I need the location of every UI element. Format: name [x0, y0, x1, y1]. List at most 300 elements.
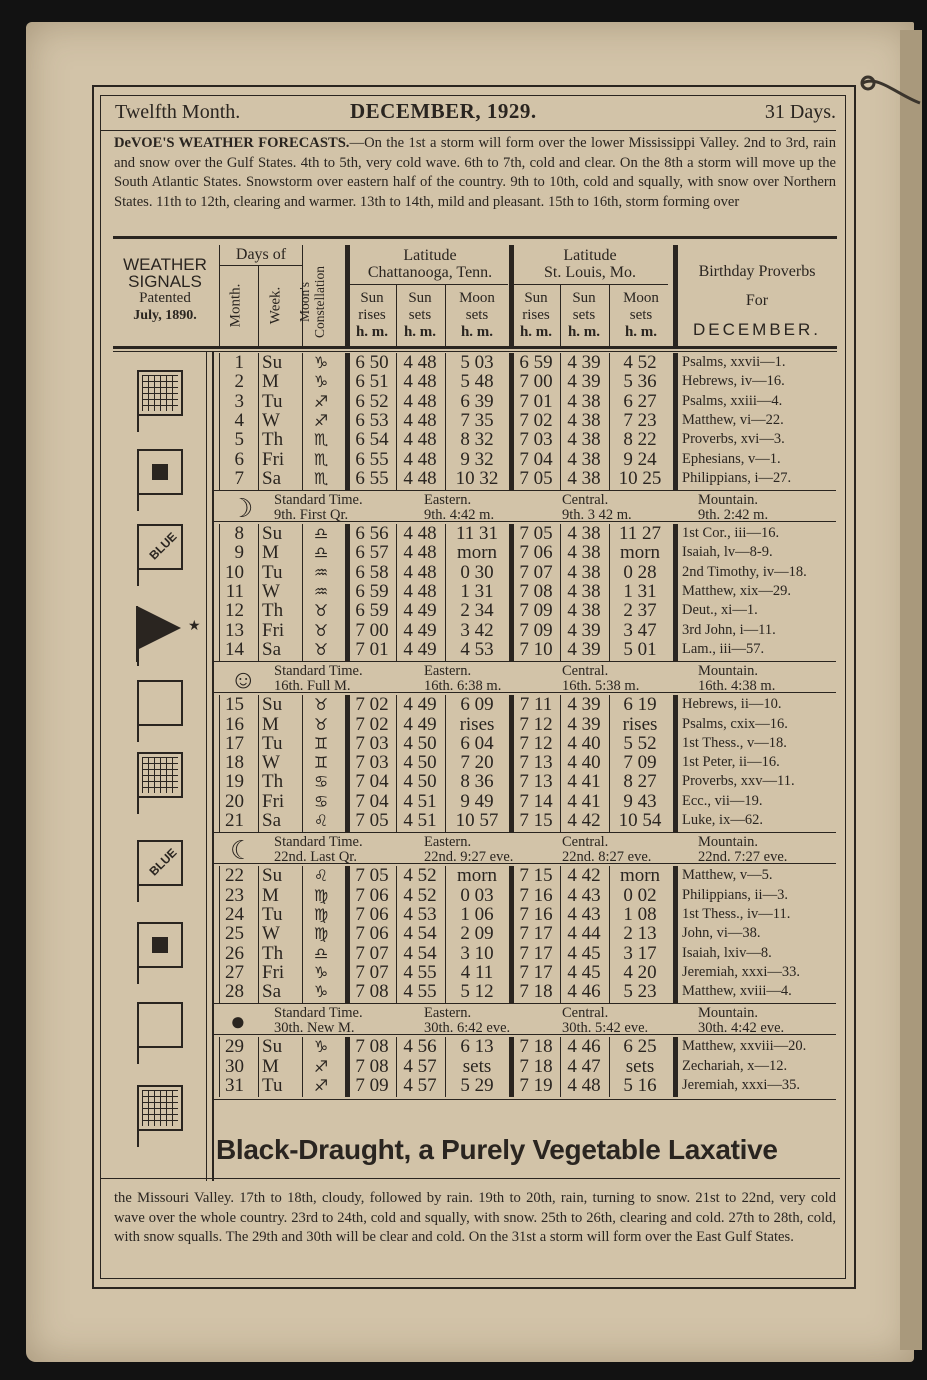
moon-sets-st-louis: 5 23: [623, 981, 657, 1003]
birthday-proverb: Lam., iii—57.: [682, 640, 765, 657]
birthday-proverb: Proverbs, xvi—3.: [682, 431, 785, 448]
day-of-week: Tu: [262, 390, 283, 412]
month-col-heading: Month.: [227, 283, 244, 328]
sun-rises-chattanooga: 6 54: [355, 429, 389, 451]
sun-sets-chattanooga: 4 53: [403, 903, 437, 925]
moon-phase-text: 16th. Full M.: [274, 678, 351, 695]
table-top-rule: [113, 236, 837, 239]
birthday-proverb: John, vi—38.: [682, 925, 761, 942]
day-of-week: Su: [262, 694, 283, 716]
sun-sets-chattanooga: 4 52: [403, 865, 437, 887]
moon-phase-text: Eastern.: [424, 834, 472, 851]
day-of-week: Th: [262, 429, 284, 451]
sun-sets-chattanooga: 4 50: [403, 732, 437, 754]
sun-sets-chattanooga: 4 49: [403, 713, 437, 735]
sun-sets-chattanooga: 4 48: [403, 352, 437, 373]
day-of-week: M: [262, 371, 279, 393]
sun-rises-st-louis: 7 09: [519, 600, 553, 622]
sun-sets-chattanooga: 4 48: [403, 523, 437, 545]
moon-phase-text: 16th. 6:38 m.: [424, 678, 502, 695]
moon-phase-text: Central.: [562, 1005, 609, 1022]
moon-phase-text: 30th. 4:42 eve.: [698, 1020, 785, 1037]
moon-sets-st-louis: 8 27: [623, 771, 657, 793]
day-of-week: Fri: [262, 619, 285, 641]
day-of-month: 1: [234, 352, 244, 373]
sun-sets-chattanooga: 4 48: [403, 561, 437, 583]
sun-rises-st-louis: 7 19: [519, 1075, 553, 1096]
moon-constellation-icon: ♍: [313, 904, 329, 924]
sun-rises-st-louis: 7 14: [519, 790, 553, 812]
day-of-week: M: [262, 542, 279, 564]
sun-rises-chattanooga: 7 05: [355, 865, 389, 887]
sun-sets-st-louis: 4 44: [567, 923, 601, 945]
moon-sets-st-louis: 7 09: [623, 752, 657, 774]
day-of-month: 20: [225, 790, 244, 812]
moon-sets-chattanooga: 4 53: [460, 638, 494, 660]
birthday-proverb: Luke, ix—62.: [682, 812, 763, 828]
day-of-month: 5: [234, 429, 244, 451]
moon-constellation-icon: ♉: [313, 714, 329, 734]
forecast-text: —On the 1st a storm will form over the lower Mississippi Valley. 2nd to 3rd, rain and snow over the Gulf States. 4th to 5th, very cold wave. 6th to 7th, cold and clear. On the 8th a storm will move up the South Atlantic States. Snowstorm over eastern half of the country. 9th to 10th, cold and squally, with snow over Northern States. 11th to 12th, clearing and warmer. 13th to 14th, mild and pleasant. 15th to 16th, storm forming over: [114, 135, 836, 210]
moon-sets-chattanooga: 5 29: [460, 1075, 494, 1096]
sun-rises-chattanooga: 7 02: [355, 713, 389, 735]
sun-rises-st-louis: 7 17: [519, 961, 553, 983]
sun-rises-st-louis: 7 06: [519, 542, 553, 564]
table-header-rule: [113, 346, 837, 349]
moon-sets-heading-2: Moon sets h. m.: [623, 290, 659, 340]
moon-sets-chattanooga: 8 32: [460, 429, 494, 451]
net-flag-icon: [137, 752, 183, 798]
sun-sets-st-louis: 4 45: [567, 942, 601, 964]
day-of-month: 26: [225, 942, 244, 964]
sun-rises-chattanooga: 6 59: [355, 600, 389, 622]
sun-rises-chattanooga: 7 06: [355, 903, 389, 925]
page-edge: [900, 30, 922, 1350]
moon-phase-text: Mountain.: [698, 1005, 759, 1022]
birthday-proverb: Deut., xi—1.: [682, 602, 758, 619]
net-flag-icon: [137, 1085, 183, 1131]
lat1-heading: Latitude Chattanooga, Tenn.: [367, 247, 493, 281]
sun-rises-chattanooga: 6 51: [355, 371, 389, 393]
moon-constellation-icon: ♌: [313, 866, 329, 886]
sun-sets-heading-2: Sun sets h. m.: [567, 290, 601, 340]
sun-sets-chattanooga: 4 49: [403, 694, 437, 716]
sun-rises-st-louis: 7 07: [519, 561, 553, 583]
sun-sets-st-louis: 4 43: [567, 884, 601, 906]
sun-rises-st-louis: 7 02: [519, 409, 553, 431]
sun-rises-chattanooga: 6 50: [355, 352, 389, 373]
moon-constellation-icon: ♉: [313, 601, 329, 621]
sun-rises-st-louis: 7 04: [519, 448, 553, 470]
sun-rises-chattanooga: 7 06: [355, 884, 389, 906]
moon-constellation-icon: ♏: [313, 430, 329, 450]
day-of-month: 14: [225, 638, 244, 660]
moon-sets-chattanooga: rises: [459, 713, 495, 735]
day-of-month: 25: [225, 923, 244, 945]
moon-sets-st-louis: 3 17: [623, 942, 657, 964]
sun-sets-st-louis: 4 45: [567, 961, 601, 983]
moon-sets-chattanooga: 1 06: [460, 903, 494, 925]
birthday-proverb: Psalms, xxiii—4.: [682, 392, 783, 409]
birthday-proverb: 3rd John, i—11.: [682, 621, 776, 638]
moon-phase-text: 30th. 6:42 eve.: [424, 1020, 511, 1037]
sun-sets-st-louis: 4 38: [567, 448, 601, 470]
moon-phase-text: 30th. 5:42 eve.: [562, 1020, 649, 1037]
star-icon: ★: [188, 619, 201, 634]
day-of-month: 10: [225, 561, 244, 583]
sun-sets-chattanooga: 4 48: [403, 542, 437, 564]
birthday-proverb: Jeremiah, xxxi—33.: [682, 963, 800, 980]
sun-rises-chattanooga: 7 08: [355, 1036, 389, 1058]
birthday-proverb: Psalms, xxvii—1.: [682, 354, 786, 370]
sun-sets-st-louis: 4 39: [567, 694, 601, 716]
birthday-proverb: Jeremiah, xxxi—35.: [682, 1077, 800, 1093]
header-rule: [100, 130, 836, 131]
moon-phase-text: 16th. 5:38 m.: [562, 678, 640, 695]
birthday-proverb: Philippians, i—27.: [682, 469, 792, 486]
sun-rises-st-louis: 7 05: [519, 523, 553, 545]
day-of-month: 8: [234, 523, 244, 545]
moon-sets-chattanooga: 7 20: [460, 752, 494, 774]
birthday-proverb: Proverbs, xxv—11.: [682, 773, 795, 790]
moon-sets-st-louis: 6 27: [623, 390, 657, 412]
sun-rises-chattanooga: 6 53: [355, 409, 389, 431]
sun-sets-st-louis: 4 43: [567, 903, 601, 925]
day-of-month: 16: [225, 713, 244, 735]
sun-rises-st-louis: 7 18: [519, 1055, 553, 1077]
sun-sets-chattanooga: 4 48: [403, 390, 437, 412]
moon-sets-st-louis: 1 31: [623, 581, 657, 602]
moon-sets-chattanooga: 10 57: [455, 810, 499, 831]
moon-sets-st-louis: 9 43: [623, 790, 657, 812]
sun-rises-st-louis: 7 09: [519, 619, 553, 641]
moon-sets-st-louis: 3 47: [623, 619, 657, 641]
moon-sets-chattanooga: 7 35: [460, 409, 494, 431]
moon-constellation-icon: ♋: [313, 791, 329, 811]
moon-sets-st-louis: 7 23: [623, 409, 657, 431]
moon-constellation-icon: ♍: [313, 885, 329, 905]
moon-phase-text: 22nd. Last Qr.: [274, 849, 357, 866]
birthday-proverb: 1st Cor., iii—16.: [682, 525, 780, 542]
day-of-month: 13: [225, 619, 244, 641]
sun-sets-chattanooga: 4 56: [403, 1036, 437, 1058]
sun-sets-st-louis: 4 38: [567, 429, 601, 451]
moon-sets-st-louis: 5 52: [623, 732, 657, 754]
moon-phase-text: Mountain.: [698, 834, 759, 851]
sun-sets-st-louis: 4 39: [567, 619, 601, 641]
sun-sets-heading-1: Sun sets h. m.: [403, 290, 437, 340]
sun-sets-st-louis: 4 46: [567, 1036, 601, 1058]
sun-rises-st-louis: 7 15: [519, 865, 553, 887]
moon-sets-chattanooga: 3 42: [460, 619, 494, 641]
moon-sets-st-louis: 11 27: [618, 523, 662, 545]
sun-rises-st-louis: 7 00: [519, 371, 553, 393]
sun-sets-chattanooga: 4 49: [403, 638, 437, 660]
advertisement: Black-Draught, a Purely Vegetable Laxative: [216, 1134, 778, 1165]
moon-sets-chattanooga: 3 10: [460, 942, 494, 964]
moon-phase-text: Standard Time.: [274, 834, 363, 851]
sun-rises-chattanooga: 7 03: [355, 752, 389, 774]
sun-sets-chattanooga: 4 49: [403, 619, 437, 641]
sun-sets-chattanooga: 4 52: [403, 884, 437, 906]
day-of-week: Tu: [262, 561, 283, 583]
moon-sets-chattanooga: morn: [456, 865, 498, 887]
moon-sets-chattanooga: 11 31: [455, 523, 499, 545]
days-of-heading: Days of: [235, 246, 287, 263]
sun-sets-chattanooga: 4 48: [403, 429, 437, 451]
sun-sets-st-louis: 4 42: [567, 810, 601, 831]
moon-sets-st-louis: 5 36: [623, 371, 657, 393]
day-of-month: 4: [234, 409, 244, 431]
moon-constellation-icon: ♒: [313, 562, 329, 582]
moon-phase-text: 30th. New M.: [274, 1020, 355, 1037]
forecast-lead: DeVOE'S WEATHER FORECASTS.: [114, 135, 350, 151]
moon-constellation-icon: ♎: [313, 524, 329, 544]
sun-rises-chattanooga: 6 57: [355, 542, 389, 564]
day-of-month: 9: [234, 542, 244, 564]
sun-sets-chattanooga: 4 57: [403, 1055, 437, 1077]
sun-sets-st-louis: 4 38: [567, 467, 601, 489]
day-of-week: Th: [262, 600, 284, 622]
moon-phase-text: Eastern.: [424, 492, 472, 509]
moon-sets-st-louis: 8 22: [623, 429, 657, 451]
sun-rises-chattanooga: 6 56: [355, 523, 389, 545]
sun-rises-st-louis: 7 13: [519, 752, 553, 774]
moon-sets-st-louis: 9 24: [623, 448, 657, 470]
sun-sets-chattanooga: 4 54: [403, 923, 437, 945]
birthday-proverb: Philippians, ii—3.: [682, 886, 788, 903]
moon-sets-chattanooga: 0 30: [460, 561, 494, 583]
moon-constellation-icon: ♐: [313, 1056, 329, 1076]
moon-sets-chattanooga: sets: [462, 1055, 492, 1077]
moon-sets-chattanooga: 9 49: [460, 790, 494, 812]
white-flag-icon: [137, 680, 183, 726]
sun-rises-chattanooga: 7 03: [355, 732, 389, 754]
sun-sets-st-louis: 4 39: [567, 352, 601, 373]
day-of-month: 3: [234, 390, 244, 412]
birthday-proverb: Matthew, xviii—4.: [682, 983, 792, 1000]
weather-signals-heading: WEATHER SIGNALS Patented July, 1890.: [123, 255, 207, 323]
lat2-heading: Latitude St. Louis, Mo.: [543, 247, 636, 281]
square-flag-icon: [137, 449, 183, 495]
moon-phase-text: Standard Time.: [274, 1005, 363, 1022]
sun-sets-st-louis: 4 38: [567, 600, 601, 622]
sun-rises-heading-1: Sun rises h. m.: [355, 290, 389, 340]
moon-phase-text: 16th. 4:38 m.: [698, 678, 776, 695]
moon-phase-icon: ☾: [230, 836, 254, 866]
moon-phase-icon: ●: [230, 1007, 246, 1037]
sun-sets-st-louis: 4 39: [567, 638, 601, 660]
day-of-month: 30: [225, 1055, 244, 1077]
sun-rises-chattanooga: 7 00: [355, 619, 389, 641]
day-of-week: Fri: [262, 961, 285, 983]
day-of-month: 7: [234, 467, 244, 489]
sun-rises-st-louis: 7 17: [519, 923, 553, 945]
sun-sets-chattanooga: 4 48: [403, 448, 437, 470]
moon-constellation-icon: ♑: [313, 1037, 329, 1057]
day-of-month: 23: [225, 884, 244, 906]
birthday-proverb: 2nd Timothy, iv—18.: [682, 563, 807, 580]
sun-rises-chattanooga: 7 07: [355, 961, 389, 983]
sun-sets-st-louis: 4 41: [567, 771, 601, 793]
sun-rises-chattanooga: 7 07: [355, 942, 389, 964]
moon-phase-text: Eastern.: [424, 1005, 472, 1022]
moon-phase-text: 9th. First Qr.: [274, 507, 349, 524]
binding-string: [858, 75, 923, 105]
birthday-proverb: Matthew, xxviii—20.: [682, 1038, 807, 1055]
birthday-proverb: 1st Thess., iv—11.: [682, 905, 791, 922]
day-of-week: Tu: [262, 1075, 283, 1096]
moon-sets-st-louis: 6 19: [623, 694, 657, 716]
day-of-week: Sa: [262, 981, 281, 1003]
moon-phase-text: Mountain.: [698, 663, 759, 680]
moon-constellation-icon: ♐: [313, 1076, 329, 1095]
birthday-proverb: Ecc., vii—19.: [682, 792, 763, 809]
day-of-month: 22: [225, 865, 244, 887]
moon-phase-text: Eastern.: [424, 663, 472, 680]
sun-rises-chattanooga: 7 04: [355, 771, 389, 793]
moon-constellation-icon: ♑: [313, 353, 329, 372]
birthday-proverb: Matthew, xix—29.: [682, 583, 792, 599]
day-of-month: 28: [225, 981, 244, 1003]
moon-constellation-icon: ♑: [313, 982, 329, 1002]
sun-sets-st-louis: 4 38: [567, 409, 601, 431]
sun-sets-st-louis: 4 40: [567, 732, 601, 754]
birthday-proverb: Matthew, v—5.: [682, 867, 773, 884]
day-of-month: 6: [234, 448, 244, 470]
day-of-week: Su: [262, 523, 283, 545]
moon-sets-st-louis: morn: [619, 865, 661, 887]
day-of-week: W: [262, 923, 280, 945]
day-of-week: W: [262, 752, 280, 774]
sun-rises-chattanooga: 7 04: [355, 790, 389, 812]
moon-phase-text: 22nd. 7:27 eve.: [698, 849, 788, 866]
moon-phase-text: 22nd. 9:27 eve.: [424, 849, 514, 866]
sun-sets-chattanooga: 4 48: [403, 467, 437, 489]
sun-sets-st-louis: 4 42: [567, 865, 601, 887]
moon-sets-st-louis: 10 25: [618, 467, 662, 489]
moon-phase-text: 9th. 4:42 m.: [424, 507, 495, 524]
sun-sets-st-louis: 4 47: [567, 1055, 601, 1077]
sun-rises-st-louis: 7 08: [519, 581, 553, 602]
birthday-proverb: Psalms, cxix—16.: [682, 715, 788, 732]
sun-sets-chattanooga: 4 48: [403, 371, 437, 393]
forecast-bottom: the Missouri Valley. 17th to 18th, cloudy, followed by rain. 19th to 20th, rain, turning to snow. 21st to 22nd, very cold wave over the whole country. 23rd to 24th, cold and squally, with snow. 25th to 26th, clearing and cold. 27th to 28th, cold, with snow squalls. The 29th and 30th will be clear and cold. On the 31st a storm will form over the East Gulf States.: [114, 1190, 836, 1245]
moon-sets-chattanooga: 2 34: [460, 600, 494, 622]
sun-sets-st-louis: 4 40: [567, 752, 601, 774]
day-of-month: 17: [225, 732, 244, 754]
day-of-week: M: [262, 1055, 279, 1077]
net-flag-icon: [137, 370, 183, 416]
sun-sets-st-louis: 4 38: [567, 390, 601, 412]
moon-sets-chattanooga: 1 31: [460, 581, 494, 602]
moon-sets-st-louis: rises: [622, 713, 658, 735]
moon-sets-chattanooga: morn: [456, 542, 498, 564]
sun-sets-st-louis: 4 39: [567, 371, 601, 393]
sun-sets-chattanooga: 4 55: [403, 981, 437, 1003]
day-of-week: Fri: [262, 448, 285, 470]
day-of-week: Th: [262, 771, 284, 793]
moon-sets-st-louis: 5 16: [623, 1075, 657, 1096]
day-of-week: Sa: [262, 638, 281, 660]
sun-sets-st-louis: 4 38: [567, 542, 601, 564]
sun-rises-chattanooga: 6 59: [355, 581, 389, 602]
sun-rises-st-louis: 7 17: [519, 942, 553, 964]
day-of-month: 11: [225, 581, 244, 602]
moon-sets-chattanooga: 5 03: [460, 352, 494, 373]
blue-flag-icon: BLUE: [137, 840, 183, 886]
moon-sets-st-louis: 0 02: [623, 884, 657, 906]
sun-sets-chattanooga: 4 50: [403, 771, 437, 793]
moon-sets-chattanooga: 5 12: [460, 981, 494, 1003]
day-of-week: Su: [262, 865, 283, 887]
sun-sets-st-louis: 4 38: [567, 561, 601, 583]
sun-sets-st-louis: 4 39: [567, 713, 601, 735]
sun-rises-chattanooga: 6 55: [355, 467, 389, 489]
sun-sets-chattanooga: 4 49: [403, 600, 437, 622]
sun-rises-chattanooga: 7 09: [355, 1075, 389, 1096]
sun-rises-chattanooga: 7 05: [355, 810, 389, 831]
moon-sets-chattanooga: 4 11: [460, 961, 494, 983]
sun-rises-st-louis: 7 10: [519, 638, 553, 660]
day-of-week: Su: [262, 352, 283, 373]
moon-constellation-icon: ♐: [313, 391, 329, 411]
sun-rises-st-louis: 7 12: [519, 732, 553, 754]
moons-constellation-heading: Moon's Constellation: [297, 266, 327, 338]
moon-sets-chattanooga: 10 32: [455, 467, 499, 489]
birthday-proverb: Matthew, vi—22.: [682, 411, 784, 428]
moon-sets-st-louis: 5 01: [623, 638, 657, 660]
moon-constellation-icon: ♉: [313, 639, 329, 659]
moon-phase-icon: ☺: [230, 665, 257, 695]
moon-sets-st-louis: 4 20: [623, 961, 657, 983]
week-col-heading: Week.: [267, 286, 284, 325]
moon-phase-text: 9th. 3 42 m.: [562, 507, 632, 524]
day-of-week: Su: [262, 1036, 283, 1058]
moon-phase-text: 9th. 2:42 m.: [698, 507, 769, 524]
sun-sets-chattanooga: 4 51: [403, 790, 437, 812]
moon-constellation-icon: ♎: [313, 543, 329, 563]
moon-phase-icon: ☽: [230, 494, 254, 524]
birthday-proverb: 1st Thess., v—18.: [682, 734, 787, 751]
sun-sets-st-louis: 4 38: [567, 581, 601, 602]
sun-rises-st-louis: 7 11: [519, 694, 553, 716]
moon-constellation-icon: ♋: [313, 772, 329, 792]
moon-sets-st-louis: 10 54: [618, 810, 662, 831]
moon-constellation-icon: ♊: [313, 753, 329, 773]
moon-sets-st-louis: 6 25: [623, 1036, 657, 1058]
moon-constellation-icon: ♉: [313, 695, 329, 715]
footer-rule: [100, 1178, 840, 1179]
sun-rises-chattanooga: 6 55: [355, 448, 389, 470]
moon-sets-chattanooga: 6 04: [460, 732, 494, 754]
forecast-top: [114, 134, 836, 232]
day-of-week: M: [262, 713, 279, 735]
birthday-proverb: Ephesians, v—1.: [682, 450, 781, 467]
day-of-week: Th: [262, 942, 284, 964]
moon-phase-text: 22nd. 8:27 eve.: [562, 849, 652, 866]
day-of-month: 15: [225, 694, 244, 716]
day-of-week: W: [262, 581, 280, 602]
moon-sets-st-louis: 1 08: [623, 903, 657, 925]
day-of-month: 24: [225, 903, 244, 925]
sun-rises-chattanooga: 7 08: [355, 1055, 389, 1077]
sun-rises-st-louis: 7 16: [519, 903, 553, 925]
moon-constellation-icon: ♉: [313, 620, 329, 640]
moon-constellation-icon: ♐: [313, 410, 329, 430]
sun-rises-chattanooga: 6 58: [355, 561, 389, 583]
day-of-week: W: [262, 409, 280, 431]
